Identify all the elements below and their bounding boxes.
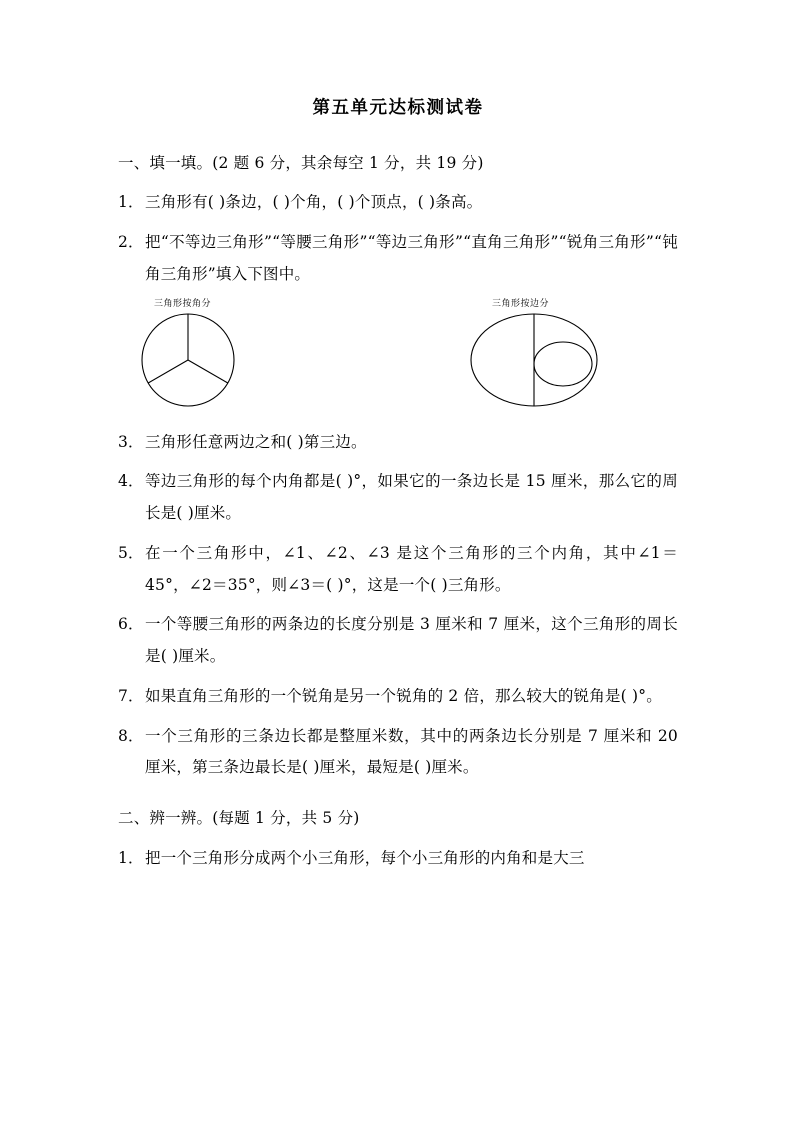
- question-text: 三角形有( )条边，( )个角，( )个顶点，( )条高。: [145, 193, 483, 212]
- question-text: 三角形任意两边之和( )第三边。: [145, 432, 367, 451]
- question-1-3: [118, 427, 678, 459]
- page-content: [118, 96, 678, 883]
- question-text: 如果直角三角形的一个锐角是另一个锐角的 2 倍，那么较大的锐角是( )°。: [145, 686, 662, 705]
- question-number: 7．: [118, 686, 144, 705]
- question-number: 1．: [118, 849, 144, 868]
- question-1-1: [118, 187, 678, 219]
- question-number: 1．: [118, 193, 144, 212]
- question-text: 一个三角形的三条边长都是整厘米数，其中的两条边长分别是 7 厘米和 20 厘米，第三条边最长是( )厘米，最短是( )厘米。: [145, 726, 678, 777]
- figure-triangles-by-angle: [140, 299, 270, 413]
- question-number: 3．: [118, 432, 144, 451]
- question-text: 在一个三角形中，∠1、∠2、∠3 是这个三角形的三个内角，其中∠1＝45°，∠2＝35°，则∠3＝( )°，这是一个( )三角形。: [145, 543, 678, 594]
- question-text: 等边三角形的每个内角都是( )°，如果它的一条边长是 15 厘米，那么它的周长是( )厘米。: [145, 472, 678, 523]
- classification-diagrams: [118, 299, 678, 421]
- section-heading-1: 一、填一填。(2 题 6 分，其余每空 1 分，共 19 分): [118, 153, 484, 172]
- figure-triangles-by-side: [470, 299, 620, 413]
- circle-three-sectors-diagram: [140, 312, 270, 412]
- question-1-7: [118, 681, 678, 713]
- question-number: 2．: [118, 233, 144, 252]
- question-number: 8．: [118, 726, 144, 745]
- question-text: 一个等腰三角形的两条边的长度分别是 3 厘米和 7 厘米，这个三角形的周长是( )厘米。: [145, 615, 678, 666]
- question-number: 6．: [118, 615, 144, 634]
- figure-label: 三角形按边分: [492, 298, 550, 309]
- question-1-6: [118, 609, 678, 673]
- figure-label: 三角形按角分: [154, 298, 212, 309]
- page-title: 第五单元达标测试卷: [312, 98, 484, 118]
- section-heading-2: 二、辨一辨。(每题 1 分，共 5 分): [118, 809, 360, 828]
- question-number: 4．: [118, 472, 144, 491]
- question-1-4: [118, 466, 678, 530]
- question-text: 把“不等边三角形”“等腰三角形”“等边三角形”“直角三角形”“锐角三角形”“钝角三角形”填入下图中。: [145, 233, 678, 283]
- question-text: 把一个三角形分成两个小三角形，每个小三角形的内角和是大三: [145, 849, 585, 868]
- question-1-2: [118, 227, 678, 291]
- question-2-1: [118, 843, 678, 875]
- question-1-5: [118, 538, 678, 602]
- ellipse-venn-diagram: [470, 312, 620, 412]
- question-1-8: [118, 721, 678, 785]
- question-number: 5．: [118, 543, 144, 562]
